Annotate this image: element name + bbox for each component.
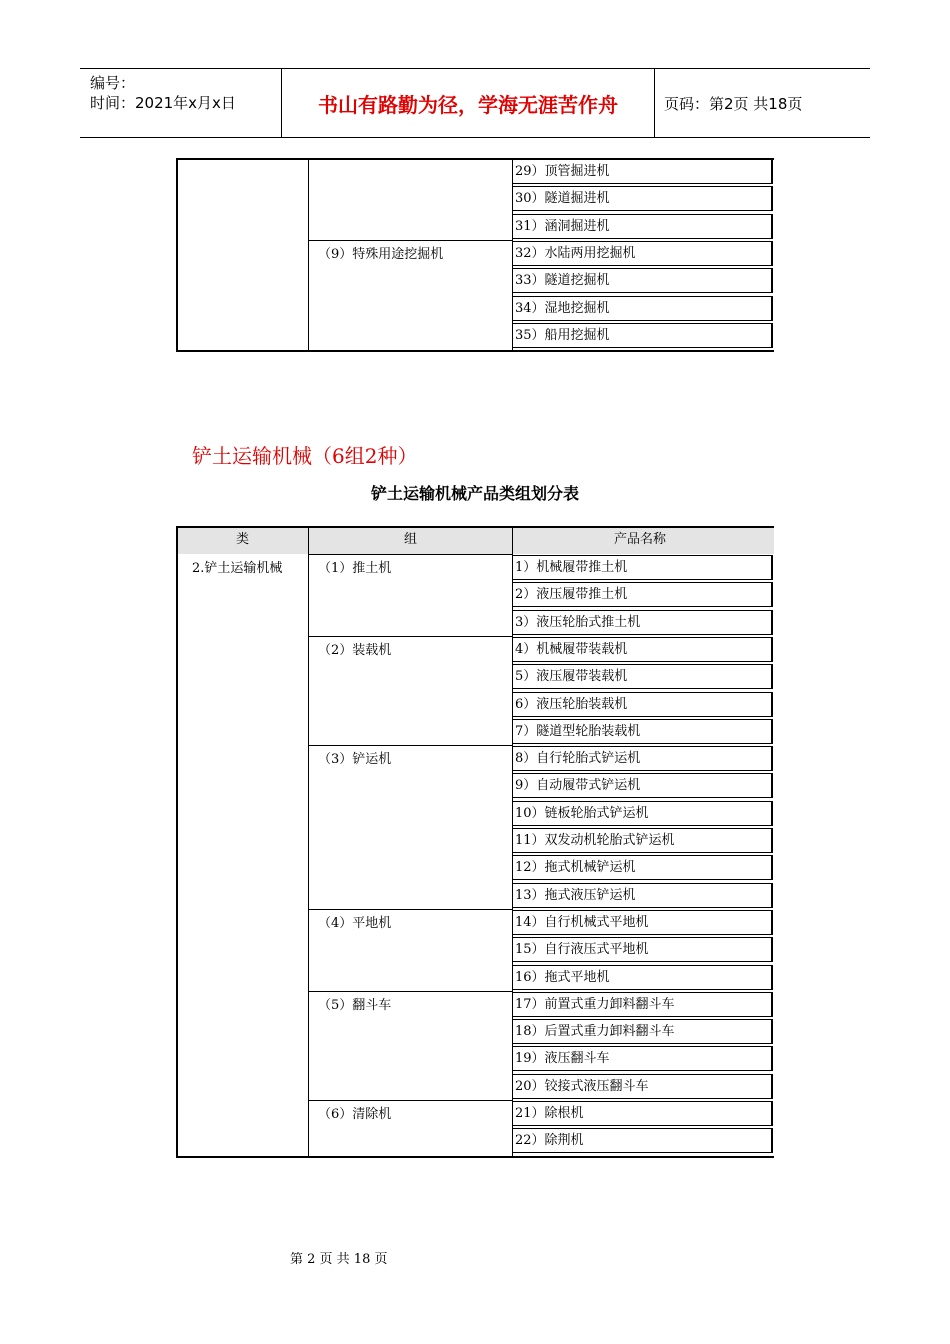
group-divider: [308, 991, 512, 992]
group-label: （1）推土机: [318, 561, 392, 576]
product-name: 10）链板轮胎式铲运机: [515, 805, 649, 821]
product-cell: [512, 801, 773, 826]
product-cell: [512, 214, 773, 239]
product-cell: [512, 1101, 773, 1126]
product-name: 16）拖式平地机: [515, 969, 610, 985]
product-cell: [512, 664, 773, 689]
product-cell: [512, 719, 773, 744]
product-name: 8）自行轮胎式铲运机: [515, 751, 641, 767]
class-cell: 2.铲土运输机械: [192, 561, 283, 576]
header-motto: 书山有路勤为径，学海无涯苦作舟: [281, 69, 655, 137]
product-name: 1）机械履带推土机: [515, 560, 628, 575]
product-cell: [512, 992, 773, 1017]
product-cell: [512, 323, 773, 348]
header-class: 类: [236, 532, 250, 547]
document-number: 编号：: [90, 74, 136, 92]
excavator-table-continuation: [176, 158, 774, 352]
group-divider: [308, 554, 512, 555]
document-date: 时间：2021年x月x日: [90, 94, 236, 112]
top-border: [178, 526, 774, 528]
product-cell: [512, 555, 773, 580]
product-name: 20）铰接式液压翻斗车: [515, 1078, 649, 1094]
product-name: 11）双发动机轮胎式铲运机: [515, 833, 675, 848]
product-cell: [512, 937, 773, 962]
group-divider: [308, 1100, 512, 1101]
product-cell: [512, 773, 773, 798]
product-name: 30）隧道掘进机: [515, 191, 610, 207]
product-name: 12）拖式机械铲运机: [515, 860, 636, 876]
group-label: （6）清除机: [318, 1107, 392, 1122]
header-product-name: 产品名称: [614, 532, 667, 547]
product-cell: [512, 186, 773, 211]
group-divider: [308, 636, 512, 637]
group-divider: [308, 240, 512, 241]
table-header-row: [178, 526, 774, 554]
product-cell: [512, 268, 773, 293]
group-divider: [308, 745, 512, 746]
earthmoving-machinery-table: [176, 526, 774, 1158]
section-title: 铲土运输机械（6组2种）: [192, 444, 418, 468]
header-page-info: 页码：第2页 共18页: [664, 94, 803, 113]
product-name: 19）液压翻斗车: [515, 1051, 610, 1067]
product-name: 9）自动履带式铲运机: [515, 778, 641, 794]
product-name: 6）液压轮胎装载机: [515, 696, 628, 712]
group-label: （3）铲运机: [318, 752, 392, 768]
product-cell: [512, 910, 773, 935]
product-name: 32）水陆两用挖掘机: [515, 245, 636, 261]
header-group: 组: [404, 532, 418, 547]
product-cell: [512, 965, 773, 990]
column-divider: [308, 526, 309, 1156]
product-name: 14）自行机械式平地机: [515, 914, 649, 930]
group-label: （9）特殊用途挖掘机: [318, 246, 444, 262]
product-name: 21）除根机: [515, 1106, 584, 1121]
product-cell: [512, 159, 773, 184]
product-cell: [512, 692, 773, 717]
page-footer: 第 2 页 共 18 页: [290, 1252, 388, 1267]
product-name: 18）后置式重力卸料翻斗车: [515, 1024, 675, 1040]
product-name: 33）隧道挖掘机: [515, 273, 610, 289]
product-name: 15）自行液压式平地机: [515, 942, 649, 958]
product-name: 31）涵洞掘进机: [515, 218, 610, 234]
product-cell: [512, 1019, 773, 1044]
group-label: （5）翻斗车: [318, 997, 392, 1013]
product-name: 5）液压履带装载机: [515, 669, 628, 685]
group-divider: [308, 909, 512, 910]
product-name: 34）湿地挖掘机: [515, 300, 610, 316]
product-cell: [512, 828, 773, 853]
product-cell: [512, 637, 773, 662]
product-name: 4）机械履带装载机: [515, 641, 628, 657]
product-cell: [512, 582, 773, 607]
product-cell: [512, 241, 773, 266]
product-name: 3）液压轮胎式推土机: [515, 614, 641, 630]
product-name: 7）隧道型轮胎装载机: [515, 723, 641, 739]
product-cell: [512, 1074, 773, 1099]
product-name: 17）前置式重力卸料翻斗车: [515, 996, 675, 1012]
page-header: [80, 68, 870, 138]
product-name: 13）拖式液压铲运机: [515, 887, 636, 903]
group-label: （4）平地机: [318, 915, 392, 931]
product-cell: [512, 1128, 773, 1153]
product-cell: [512, 855, 773, 880]
product-name: 35）船用挖掘机: [515, 327, 610, 343]
product-cell: [512, 610, 773, 635]
column-divider: [308, 158, 309, 350]
product-cell: [512, 746, 773, 771]
header-meta: [80, 69, 281, 137]
product-name: 2）液压履带推土机: [515, 587, 628, 603]
product-cell: [512, 296, 773, 321]
product-name: 22）除荆机: [515, 1133, 584, 1149]
table-caption: 铲土运输机械产品类组划分表: [370, 484, 579, 503]
group-label: （2）装载机: [318, 642, 392, 658]
product-name: 29）顶管掘进机: [515, 164, 610, 179]
product-cell: [512, 883, 773, 908]
product-cell: [512, 1046, 773, 1071]
